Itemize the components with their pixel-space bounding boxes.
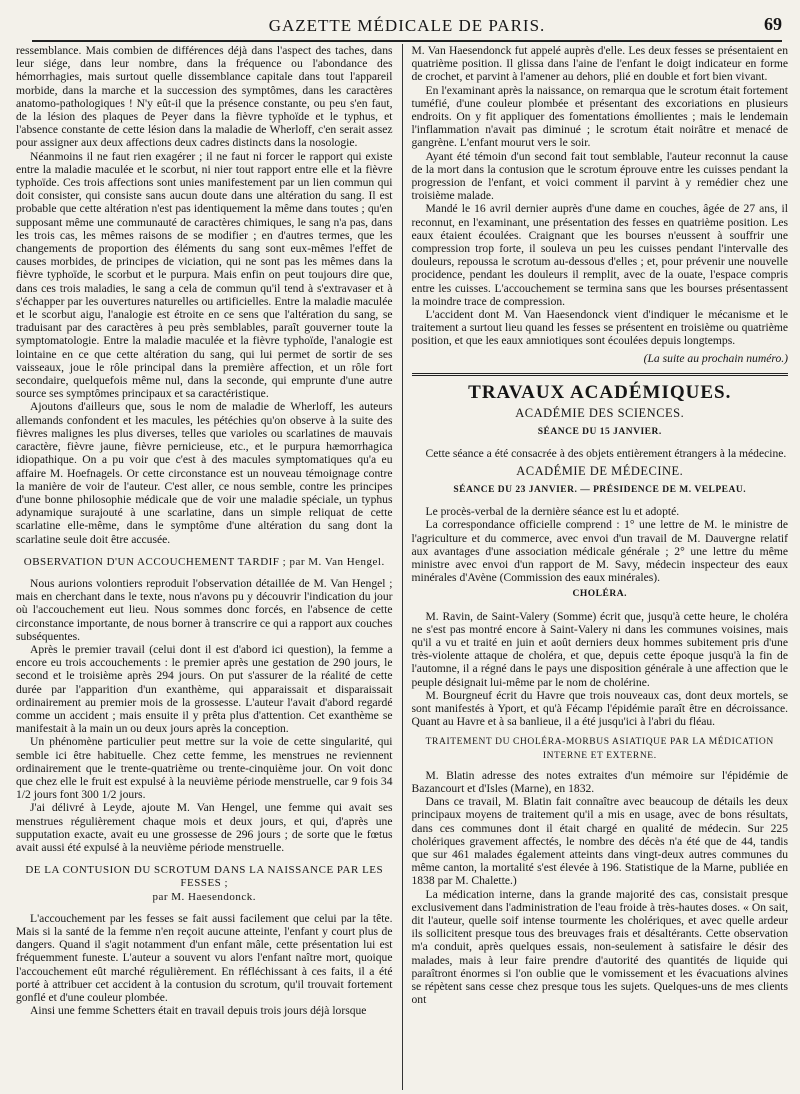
paragraph: Mandé le 16 avril dernier auprès d'une dame en couches, âgée de 27 ans, il reconnut, en l'examinant, une présentation des fesses en quatrième position. Les eaux étaient écoulées. Craignant que les bourses n'eussent à souffrir une compression trop forte, il souleva un peu les cuisses pendant l'intervalle des douleurs, repoussa le scrotum au-dessous d'elles ; et, pour prévenir une nouvelle procidence, pendant les douleurs il remplit, avec de la ouate, l'espace compris entre les cuisses. L'accouchement se termina sans que les bourses présentassent la moindre trace de compression. (411, 202, 788, 308)
section-title: TRAITEMENT DU CHOLÉRA-MORBUS ASIATIQUE PAR LA MÉDICATION INTERNE ET EXTERNE. (425, 737, 774, 761)
paragraph: ressemblance. Mais combien de différences déjà dans l'aspect des taches, dans leur siége, dans leur nombre, dans la fréquence ou l'abondance des hémorrhagies, mais surtout quelle dissemblance capitale dans tout l'appareil morbide, dans la marche et la succession des symptômes, dans les caractères anatomo-pathologiques ! N'y eût-il que la présence constante, ou peu s'en faut, de la lésion des plaques de Peyer dans la fièvre typhoïde et le typhus, et l'absence constante de cette lésion dans la maladie de Wherloff, c'en serait assez pour assigner aux deux affections deux cadres distincts dans la nosologie. (16, 44, 393, 150)
session-title: SÉANCE DU 23 JANVIER. — PRÉSIDENCE DE M. VELPEAU. (453, 484, 747, 495)
academy-title: ACADÉMIE DES SCIENCES. (515, 406, 685, 421)
paragraph: M. Van Haesendonck fut appelé auprès d'elle. Les deux fesses se présentaient en quatrième position. Il glissa dans l'aine de l'enfant le doigt indicateur en forme de crochet, et parvint à l'amener au dehors, plié en double et fort bien vivant. (411, 44, 788, 84)
session-title: SÉANCE DU 15 JANVIER. (537, 427, 662, 438)
paragraph: M. Bourgneuf écrit du Havre que trois nouveaux cas, dont deux mortels, se sont manifestés à Yport, et qu'à Fécamp l'épidémie paraît être en décroissance. Quant au Havre et à sa banlieue, il a été jusqu'ici à l'abri du fléau. (411, 688, 788, 729)
right-column (403, 44, 789, 1090)
columns (16, 44, 788, 1090)
paragraph: La médication interne, dans la grande majorité des cas, consistait presque exclusivement dans l'administration de l'eau froide à très-hautes doses. « On sait, dit l'auteur, quelle soif intense tourmente les cholériques, et avec quelle ardeur ils sollicitent presque tous des breuvages frais et désaltérants. Cette observation m'a conduit, après quelques essais, non-seulement à satisfaire le désir des malades, mais à leur faire prendre d'autorité des quantités de liquide qui paraîtront énormes si l'on oublie que le vomissement et les évacuations alvines se répètent sans cesse chez presque tous les sujets. Quelques-uns de mes clients ont (411, 887, 788, 1007)
section-title (16, 556, 393, 569)
section-author: par M. Haesendonck. (152, 890, 257, 903)
paragraph: J'ai délivré à Leyde, ajoute M. Van Hengel, une femme qui avait ses menstrues régulièrement chaque mois et deux jours, et qui, d'après une supputation exacte, avait eu une grossesse de 296 jours ; de sorte que le fœtus avait aussi été expulsé à la neuvième période menstruelle. (16, 801, 393, 854)
paragraph: Nous aurions volontiers reproduit l'observation détaillée de M. Van Hengel ; mais en cherchant dans le texte, nous n'avons pu y découvrir l'indication du jour où l'accouchement eut lieu. Nous sommes donc forcés, en l'absence de cette circonstance importante, de nous borner à transcrire ce qui a rapport aux couches subséquentes. (16, 576, 393, 643)
paragraph: M. Ravin, de Saint-Valery (Somme) écrit que, jusqu'à cette heure, le choléra ne s'est pas montré encore à Saint-Valery ni dans les communes voisines, mais qu'il a vu et traité en juin et août derniers deux hommes subitement pris d'une très-violente attaque de choléra, et que, depuis cette époque jusqu'à la fin de l'automne, il a régné dans le pays une disposition générale à une affection que le peuple désignait lui-même par le nom de cholérine. (411, 609, 788, 689)
academy-title: ACADÉMIE DE MÉDECINE. (516, 463, 684, 478)
paragraph: Le procès-verbal de la dernière séance est lu et adopté. (425, 505, 680, 519)
paragraph: L'accouchement par les fesses se fait aussi facilement que celui par la tête. Mais si la santé de la femme n'en reçoit aucune atteinte, l'enfant y court plus de dangers. Quand il s'agit notamment d'un enfant mâle, cette présentation lui est fréquemment funeste. L'auteur a souvent vu alors l'enfant naître mort, quoique l'accouchement eût marché régulièrement. En réfléchissant à ces faits, il a été porté à attribuer cet accident à la contusion du scrotum, qu'il trouvait fortement gonflé et d'une couleur plombée. (16, 911, 393, 1005)
journal-title: GAZETTE MÉDICALE DE PARIS. (268, 16, 546, 35)
paragraph: Un phénomène particulier peut mettre sur la voie de cette singularité, qui semble ici être habituelle. Chez cette femme, les menstrues ne reviennent ordinairement que le trente-quatrième ou trente-cinquième jour. On voit donc que chez elle le fruit est expulsé à la neuvième période menstruelle, car 9 fois 34 1/2 jours font 300 1/2 jours. (16, 735, 393, 802)
page-number: 69 (764, 14, 782, 34)
paragraph: M. Blatin adresse des notes extraites d'un mémoire sur l'épidémie de Bazancourt et d'Isles (Marne), en 1832. (411, 768, 788, 795)
section-heading: TRAVAUX ACADÉMIQUES. (468, 381, 732, 403)
paragraph: Dans ce travail, M. Blatin fait connaître avec beaucoup de détails les deux principaux moyens de traitement qu'il a mis en usage, avec de bons résultats, dans ces communes dont il était chargé en qualité de médecin. Sur 225 cholériques gravement affectés, le nombre des décès n'a été que de 44, tandis que sur 461 malades également atteints dans vingt-deux autres communes du même canton, la mortalité s'est élevée à 196. Statistique de la Marne, publiée en 1838 par M. Chalette.) (411, 795, 788, 888)
section-author: par M. Van Hengel. (289, 555, 385, 568)
page-header (32, 10, 782, 42)
section-title-text: OBSERVATION D'UN ACCOUCHEMENT TARDIF ; (23, 555, 287, 568)
paragraph: Néanmoins il ne faut rien exagérer ; il ne faut ni forcer le rapport qui existe entre la maladie maculée et le scorbut, ni nier tout rapport entre elle et la fièvre typhoïde. Ces trois affections sont unies manifestement par un lien commun qui doit consister, qui consiste sans aucun doute dans une altération du sang. Il est probable que cette altération n'est pas identiquement la même dans toutes ; qu'en supposant même une communauté de caractères chimiques, le sang n'a pas, dans les trois cas, les mêmes raisons de se modifier ; en d'autres termes, que les changements de proportion des éléments du sang sont eux-mêmes l'effet de causes morbides, de principes de viciation, qui ne sont pas les mêmes dans la fièvre typhoïde, le scorbut et le purpura. Mais enfin on peut toujours dire que, dans ces trois maladies, le sang a cela de commun qu'il tend à s'extravaser et à s'échapper par les ouvertures naturelles ou artificielles. Entre la maladie maculée et le scorbut aigu, l'analogie est étroite en ce sens que l'altération du sang, se traduisant par des caractères à peu près semblables, paraît gouverner toute la symptomatologie. Entre la maladie maculée et la fièvre typhoïde, l'analogie est lointaine en ce que cette altération du sang, qui lui permet de sortir de ses vaisseaux, joue le rôle principal dans la première affection, et un rôle fort secondaire, quelquefois même nul, dans la seconde, qui emprunte d'une autre source ses symptômes principaux et sa caractéristique. (16, 149, 393, 401)
paragraph: Ayant été témoin d'un second fait tout semblable, l'auteur reconnut la cause de la mort dans la contusion que le scrotum éprouve entre les cuisses pendant la progression de l'enfant, et voici comment il parvint à y remédier chez une troisième malade. (411, 149, 788, 203)
continued-note: (La suite au prochain numéro.) (643, 351, 788, 365)
section-divider (412, 373, 789, 376)
paragraph: Ainsi une femme Schetters était en travail depuis trois jours déjà lorsque (30, 1004, 367, 1018)
paragraph: En l'examinant après la naissance, on remarqua que le scrotum était fortement tuméfié, d'une couleur plombée et présentant des excoriations en plusieurs endroits. On y fit appliquer des fomentations émollientes ; mais le lendemain l'inflammation n'avait pas diminué ; le scrotum était noirâtre et menacé de gangrène. L'enfant mourut vers le soir. (411, 83, 788, 150)
paragraph: La correspondance officielle comprend : 1° une lettre de M. le ministre de l'agriculture et du commerce, avec envoi d'un travail de M. Dauvergne relatif aux avantages d'une association médicale générale ; 2° une lettre du même ministre avec envoi d'un rapport de M. Savy, médecin inspecteur des eaux minérales d'Avène (Commission des eaux minérales). (411, 518, 788, 585)
subsection-title: CHOLÉRA. (572, 589, 627, 600)
paragraph: Ajoutons d'ailleurs que, sous le nom de maladie de Wherloff, les auteurs allemands confondent et les macules, les pétéchies qu'on observe à la suite des fièvres malignes les plus diverses, telles que varioles ou scarlatines de mauvais caractère, fièvre jaune, fièvre pernicieuse, etc., et le purpura hæmorrhagica idiopathique. On a pu voir que c'est à des macules symptomatiques qu'a eu affaire M. Hoefnagels. Or cette circonstance est un nouveau témoignage contre la manière de voir de l'auteur. C'est aller, ce nous semble, contre les principes d'une bonne philosophie médicale que de voir une maladie spéciale, un typhus adynamique surajouté à une scarlatine, dans un simple reliquat de cette scarlatine elle-même, dans le symptôme d'une altération du sang dont la scarlatine seule doit être accusée. (16, 400, 393, 546)
section-title-text: DE LA CONTUSION DU SCROTUM DANS LA NAISSANCE PAR LES FESSES ; (25, 864, 384, 890)
left-column (16, 44, 403, 1090)
paragraph: Cette séance a été consacrée à des objets entièrement étrangers à la médecine. (425, 447, 787, 461)
paragraph: L'accident dont M. Van Haesendonck vient d'indiquer le mécanisme et le traitement a surtout lieu quand les fesses se présentent en troisième ou quatrième position, et que les eaux amniotiques sont écoulées depuis longtemps. (411, 308, 788, 348)
section-title (16, 864, 393, 904)
paragraph: Après le premier travail (celui dont il est d'abord ici question), la femme a encore eu trois accouchements : le premier après une gestation de 290 jours, le second et le troisième après 294 jours. On put s'assurer de la réalité de cette durée par l'apparition d'un exanthème, qui apparaissait et disparaissait ordinairement au premier mois de la grossesse. L'auteur l'avait d'abord regardé comme un accident ; mais ensuite il y prêta plus d'attention. Cet exanthème se manifestait à la main un ou deux jours après la conception. (16, 642, 393, 736)
